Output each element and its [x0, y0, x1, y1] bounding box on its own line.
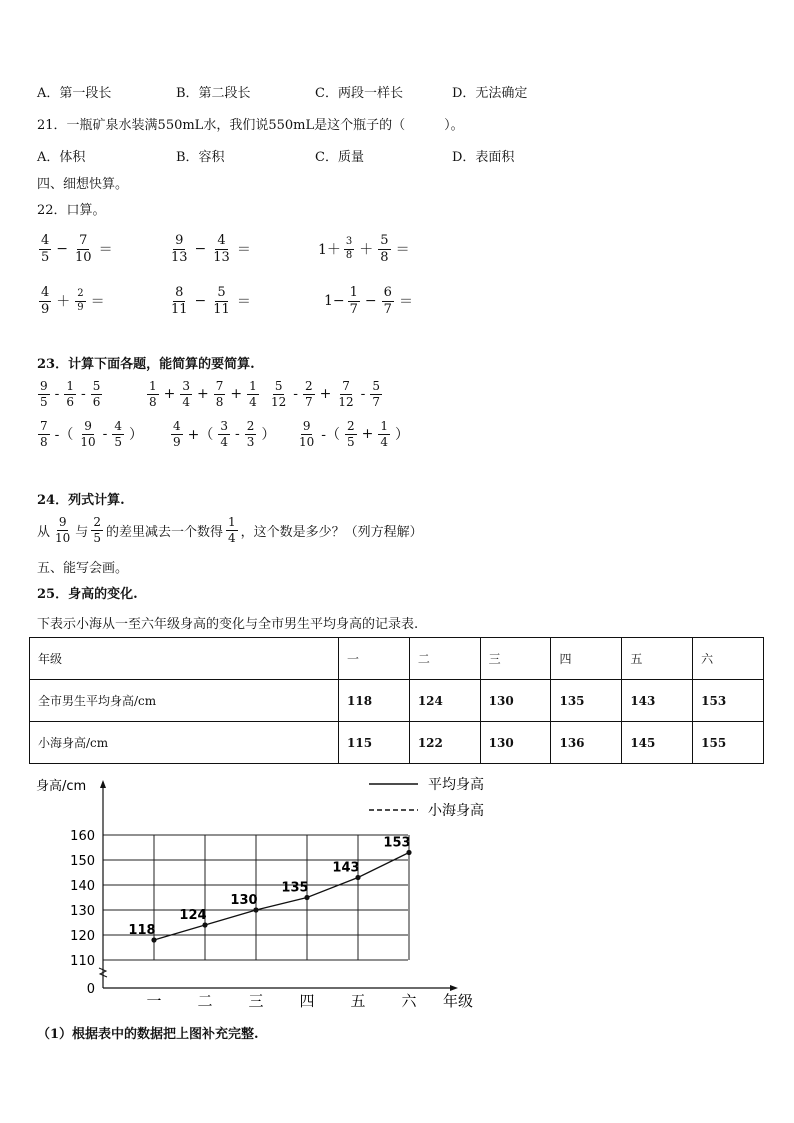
q21-option-d: D．表面积: [452, 150, 515, 165]
q23-expr-6: [296, 420, 411, 448]
table-cell: 153: [693, 680, 764, 722]
denominator: 4: [220, 434, 229, 449]
q23-expr-3: [268, 380, 383, 408]
section-5-heading: 五、能写会画。: [37, 561, 129, 576]
legend-label: 平均身高: [428, 777, 484, 793]
operator: -: [81, 386, 86, 403]
operator: -（: [321, 427, 341, 444]
q21-option-c: C．质量: [315, 150, 364, 165]
denominator: 4: [249, 394, 257, 409]
denominator: 4: [380, 434, 389, 449]
axis-break-mark: [99, 968, 107, 977]
data-label: 153: [383, 835, 411, 851]
denominator: 5: [114, 434, 123, 449]
data-point: [406, 850, 411, 855]
q24-title: 24．列式计算.: [37, 493, 125, 508]
denominator: 5: [347, 434, 355, 449]
table-cell: 122: [409, 722, 480, 764]
chart-series: [128, 836, 411, 943]
series-line-average: [154, 853, 409, 941]
x-tick-label: 六: [401, 992, 417, 1010]
q25-title: 25．身高的变化.: [37, 587, 138, 602]
table-cell: 五: [622, 638, 693, 680]
q23-expr-1: [37, 380, 103, 408]
fraction: [378, 420, 390, 448]
y-tick-label: 110: [70, 954, 95, 969]
numerator: 4: [173, 419, 181, 433]
table-cell: 全市男生平均身高/cm: [30, 680, 339, 722]
table-cell: 118: [339, 680, 410, 722]
denominator: 4: [182, 394, 191, 409]
table-cell: 145: [622, 722, 693, 764]
fraction: [64, 380, 76, 408]
numerator: 7: [342, 379, 350, 393]
table-cell: 三: [480, 638, 551, 680]
numerator: 5: [274, 379, 283, 393]
table-row: [30, 722, 764, 764]
denominator: 10: [80, 434, 96, 449]
numerator: 9: [84, 419, 92, 433]
table-cell: 一: [339, 638, 410, 680]
height-record-table: [29, 637, 764, 764]
table-header-row: [30, 638, 764, 680]
table-cell: 155: [693, 722, 764, 764]
denominator: 6: [92, 394, 101, 409]
operator: -: [235, 426, 240, 443]
fraction: [112, 420, 124, 448]
operator: -: [293, 386, 299, 403]
chart-legend: [369, 776, 484, 819]
operator: +: [319, 386, 332, 403]
data-point: [253, 907, 258, 912]
operator: -: [54, 386, 60, 403]
q20-option-b: B．第二段长: [176, 86, 251, 101]
denominator: 12: [338, 394, 354, 409]
q21-stem: 21．一瓶矿泉水装满550mL水，我们说550mL是这个瓶子的（ ）。: [37, 118, 464, 133]
numerator: 5: [92, 379, 101, 393]
table-cell: 130: [480, 722, 551, 764]
fraction: [38, 380, 50, 408]
denominator: 7: [305, 394, 313, 409]
q25-sub-question-1: （1）根据表中的数据把上图补充完整.: [37, 1027, 259, 1042]
q23-expr-4: [37, 420, 145, 448]
q23-expr-2: [146, 380, 260, 408]
denominator: 8: [40, 434, 48, 449]
y-tick-label: 150: [70, 854, 95, 869]
section-4-heading: 四、细想快算。: [37, 177, 129, 192]
numerator: 7: [215, 379, 224, 393]
fraction: [269, 380, 288, 408]
table-cell: 136: [551, 722, 622, 764]
operator: ）: [261, 427, 276, 444]
denominator: 12: [271, 394, 287, 409]
table-cell: 135: [551, 680, 622, 722]
numerator: 3: [220, 419, 229, 433]
q22-expr-2: $\frac{9}{13}$ − $\frac{4}{13}$ ＝: [171, 233, 251, 265]
data-label: 135: [281, 880, 309, 896]
numerator: 1: [66, 379, 75, 393]
q20-option-a: A．第一段长: [37, 86, 112, 101]
denominator: 8: [149, 394, 157, 409]
chart-ticks: [70, 829, 417, 1010]
fraction: [38, 420, 50, 448]
table-row: [30, 680, 764, 722]
data-point: [304, 895, 309, 900]
table-cell: 143: [622, 680, 693, 722]
x-tick-label: 四: [299, 992, 315, 1010]
numerator: 4: [114, 419, 123, 433]
table-cell: 115: [339, 722, 410, 764]
data-point: [151, 937, 156, 942]
denominator: 5: [40, 394, 48, 409]
height-line-chart: [0, 768, 560, 1018]
data-label: 124: [179, 908, 207, 923]
fraction: [218, 420, 230, 448]
operator: +: [361, 426, 374, 443]
q23-title: 23．计算下面各题，能简算的要简算.: [37, 357, 255, 372]
table-cell: 年级: [30, 638, 339, 680]
q24-text: 从 $\frac{9}{10}$ 与 $\frac{2}{5}$ 的差里减去一个数得 $\frac{1}{4}$ ，这个数是多少？（列方程解）: [37, 515, 423, 545]
fraction: [345, 420, 357, 448]
data-label: 118: [128, 923, 156, 938]
numerator: 1: [149, 379, 157, 393]
x-tick-label: 一: [146, 992, 162, 1010]
operator: -（: [54, 427, 74, 444]
fraction: [247, 380, 259, 408]
y-tick-label: 120: [70, 929, 95, 944]
operator: +（: [187, 427, 214, 444]
fraction: [91, 380, 103, 408]
table-cell: 四: [551, 638, 622, 680]
numerator: 2: [305, 379, 313, 393]
fraction: [171, 420, 183, 448]
q20-option-d: D．无法确定: [452, 86, 528, 101]
fraction: [147, 380, 159, 408]
data-label: 130: [230, 893, 258, 908]
operator: -: [102, 426, 108, 443]
denominator: 8: [215, 394, 224, 409]
numerator: 1: [380, 419, 389, 433]
table-cell: 六: [693, 638, 764, 680]
numerator: 1: [249, 379, 257, 393]
data-label: 143: [332, 860, 360, 876]
q22-expr-5: $\frac{8}{11}$ − $\frac{5}{11}$ ＝: [171, 285, 251, 317]
q25-intro: 下表示小海从一至六年级身高的变化与全市男生平均身高的记录表.: [37, 617, 419, 632]
q20-option-c: C．两段一样长: [315, 86, 403, 101]
denominator: 9: [173, 434, 181, 449]
fraction: [245, 420, 257, 448]
x-axis-arrow: [450, 985, 458, 991]
legend-label: 小海身高: [428, 803, 484, 819]
q23-expr-5: [170, 420, 277, 448]
x-tick-label: 二: [197, 992, 213, 1010]
table-cell: 二: [409, 638, 480, 680]
numerator: 9: [40, 379, 48, 393]
y-axis-label: 身高/cm: [36, 779, 87, 794]
q22-expr-4: $\frac{4}{9}$ ＋ $\frac{2}{9}$ ＝: [41, 285, 105, 317]
fraction: [303, 380, 315, 408]
numerator: 5: [372, 379, 381, 393]
numerator: 3: [182, 379, 191, 393]
q22-expr-6: 1− $\frac{1}{7}$ − $\frac{6}{7}$ ＝: [324, 285, 413, 317]
denominator: 6: [66, 394, 75, 409]
numerator: 2: [347, 419, 355, 433]
q22-expr-3: 1＋ $\frac{3}{8}$ ＋ $\frac{5}{8}$ ＝: [318, 233, 410, 265]
y-tick-label: 130: [70, 904, 95, 919]
denominator: 10: [299, 434, 315, 449]
operator: ）: [395, 427, 410, 444]
operator: ）: [129, 427, 144, 444]
operator: +: [163, 386, 176, 403]
numerator: 2: [246, 419, 255, 433]
x-tick-label: 五: [350, 992, 366, 1010]
data-point: [355, 875, 360, 880]
numerator: 9: [302, 419, 311, 433]
operator: -: [360, 386, 366, 403]
fraction: [78, 420, 97, 448]
q22-expr-1: $\frac{4}{5}$ − $\frac{7}{10}$ ＝: [41, 233, 113, 265]
table-cell: 124: [409, 680, 480, 722]
y-axis-arrow: [100, 780, 106, 788]
y-tick-label: 0: [86, 982, 95, 997]
data-point: [202, 922, 207, 927]
x-tick-label: 三: [248, 992, 264, 1010]
fraction: [214, 380, 226, 408]
operator: +: [197, 386, 209, 403]
q21-option-a: A．体积: [37, 150, 86, 165]
denominator: 7: [372, 394, 381, 409]
q21-option-b: B．容积: [176, 150, 225, 165]
operator: +: [230, 386, 243, 403]
y-tick-label: 140: [70, 879, 95, 894]
y-tick-label: 160: [70, 829, 95, 844]
x-axis-label: 年级: [443, 992, 474, 1010]
denominator: 3: [246, 434, 255, 449]
numerator: 7: [40, 419, 48, 433]
q22-title: 22．口算。: [37, 203, 106, 218]
fraction: [297, 420, 316, 448]
table-cell: 小海身高/cm: [30, 722, 339, 764]
fraction: [336, 380, 355, 408]
table-cell: 130: [480, 680, 551, 722]
fraction: [370, 380, 382, 408]
fraction: [180, 380, 192, 408]
